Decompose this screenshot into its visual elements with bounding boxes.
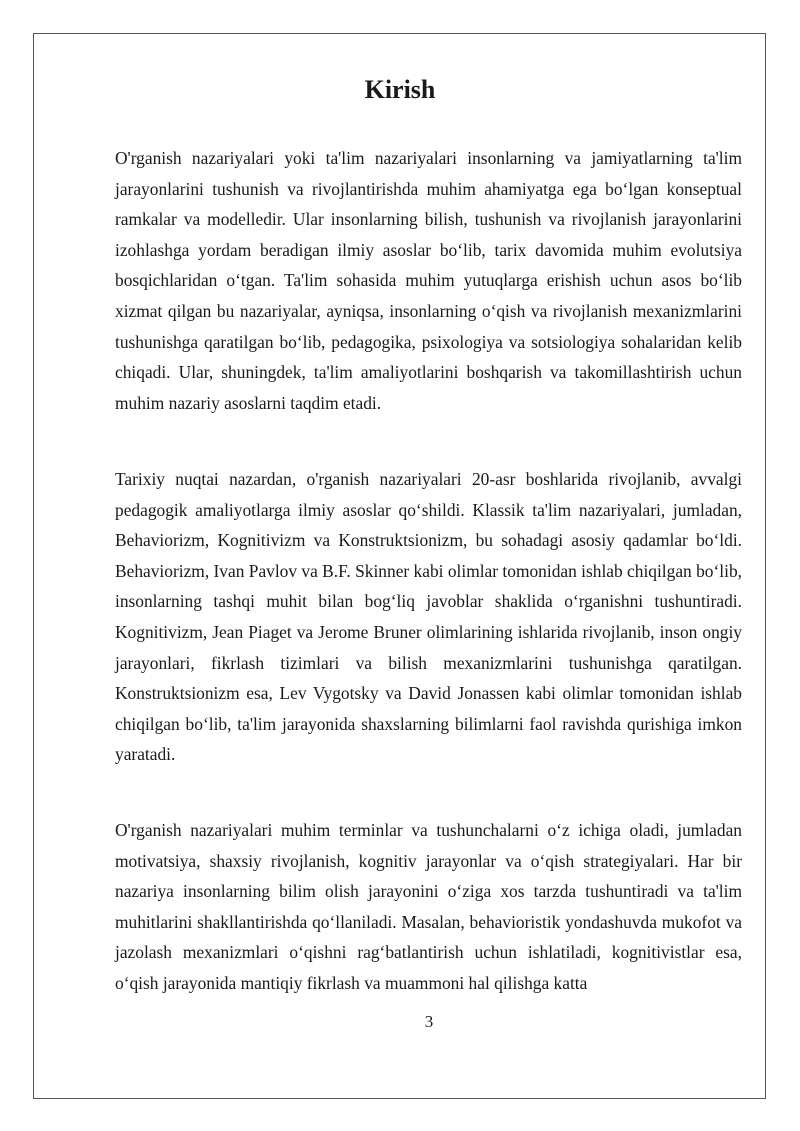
paragraph-intro: O'rganish nazariyalari yoki ta'lim nazariyalari insonlarning va jamiyatlarning ta'lim jarayonlarini tushunish va rivojlantirishda muhim ahamiyatga ega bo‘lgan konseptual ramkalar va modelledir. Ular insonlarning bilish, tushunish va rivojlanish jarayonlarini izohlashga yordam beradigan ilmiy asoslar bo‘lib, tarix davomida muhim evolutsiya bosqichlaridan o‘tgan. Ta'lim sohasida muhim yutuqlarga erishish uchun asos bo‘lib xizmat qilgan bu nazariyalar, ayniqsa, insonlarning o‘qish va rivojlanish mexanizmlarini tushunishga qaratilgan bo‘lib, pedagogika, psixologiya va sotsiologiya sohalaridan kelib chiqadi. Ular, shuningdek, ta'lim amaliyotlarini boshqarish va takomillashtirish uchun muhim nazariy asoslarni taqdim etadi. [115, 148, 742, 413]
paragraph-terms: O'rganish nazariyalari muhim terminlar va tushunchalarni o‘z ichiga oladi, jumladan motivatsiya, shaxsiy rivojlanish, kognitiv jarayonlar va o‘qish strategiyalari. Har bir nazariya insonlarning bilim olish jarayonini o‘ziga xos tarzda tushuntiradi va ta'lim muhitlarini shakllantirishda qo‘llaniladi. Masalan, behavioristik yondashuvda mukofot va jazolash mexanizmlari o‘qishni rag‘batlantirish uchun ishlatiladi, kognitivistlar esa, o‘qish jarayonida mantiqiy fikrlash va muammoni hal qilishga katta [115, 820, 742, 993]
document-title: Kirish [364, 75, 436, 104]
page-number: 3 [424, 1012, 434, 1031]
paragraph-history: Tarixiy nuqtai nazardan, o'rganish nazariyalari 20-asr boshlarida rivojlanib, avvalgi pedagogik amaliyotlarga ilmiy asoslar qo‘shildi. Klassik ta'lim nazariyalari, jumladan, Behaviorizm, Kognitivizm va Konstruktsionizm, bu sohadagi asosiy qadamlar bo‘ldi. Behaviorizm, Ivan Pavlov va B.F. Skinner kabi olimlar tomonidan ishlab chiqilgan bo‘lib, insonlarning tashqi muhit bilan bog‘liq javoblar shaklida o‘rganishni tushuntiradi. Kognitivizm, Jean Piaget va Jerome Bruner olimlarining ishlarida rivojlanib, inson ongiy jarayonlari, fikrlash tizimlari va bilish mexanizmlarini tushunishga qaratilgan. Konstruktsionizm esa, Lev Vygotsky va David Jonassen kabi olimlar tomonidan ishlab chiqilgan bo‘lib, ta'lim jarayonida shaxslarning bilimlarni faol ravishda qurishiga imkon yaratadi. [115, 469, 742, 765]
